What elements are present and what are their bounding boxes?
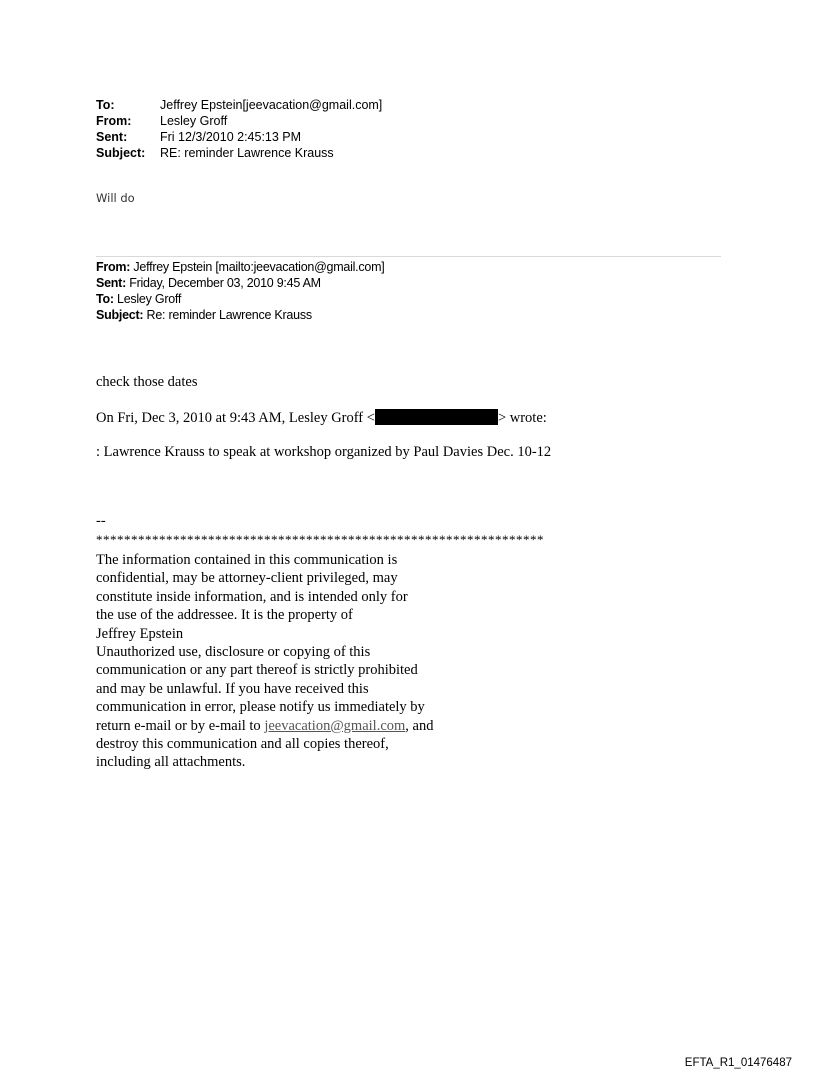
quoted-subject-value: Re: reminder Lawrence Krauss	[143, 308, 312, 322]
return-prefix: return e-mail or by e-mail to	[96, 717, 265, 734]
document-id-footer: EFTA_R1_01476487	[684, 1057, 792, 1069]
disclaimer-line: the use of the addressee. It is the property of	[96, 607, 353, 624]
quoted-to-value: Lesley Groff	[113, 292, 182, 306]
quoted-message-line: : Lawrence Krauss to speak at workshop organized by Paul Davies Dec. 10-12	[96, 444, 552, 460]
body-line-check-dates: check those dates	[96, 374, 198, 390]
quoted-to-row	[96, 291, 384, 307]
quoted-subject-row	[96, 307, 384, 323]
disclaimer-line: including all attachments.	[96, 754, 246, 771]
disclaimer-line: communication or any part thereof is strictly prohibited	[96, 662, 418, 679]
disclaimer-line: destroy this communication and all copies thereof,	[96, 736, 389, 753]
divider-line	[96, 256, 721, 257]
disclaimer-line: constitute inside information, and is intended only for	[96, 588, 408, 605]
reply-text: Will do	[96, 191, 135, 205]
quoted-sent-value: Friday, December 03, 2010 9:45 AM	[126, 276, 321, 290]
attribution-line	[96, 409, 547, 427]
attribution-prefix: On Fri, Dec 3, 2010 at 9:43 AM, Lesley Groff <	[96, 410, 375, 426]
signature-dash: --	[96, 513, 106, 529]
disclaimer-line: The information contained in this communication is	[96, 552, 398, 568]
signature-stars: ****************************************************************	[96, 532, 544, 547]
to-value: Jeffrey Epstein[jeevacation@gmail.com]	[160, 98, 383, 112]
disclaimer-return-line	[96, 717, 433, 735]
disclaimer-line: confidential, may be attorney-client privileged, may	[96, 570, 398, 587]
quoted-from-value: Jeffrey Epstein [mailto:jeevacation@gmail.com]	[130, 260, 385, 274]
quoted-sent-label: Sent:	[96, 276, 126, 290]
header-to-row	[96, 97, 382, 113]
disclaimer-line: communication in error, please notify us immediately by	[96, 699, 425, 716]
quoted-from-row	[96, 259, 384, 275]
quoted-from-label: From:	[96, 260, 131, 274]
from-value: Lesley Groff	[160, 114, 228, 128]
quoted-header	[96, 259, 384, 323]
confidentiality-disclaimer	[96, 551, 433, 772]
email-header	[96, 97, 382, 161]
quoted-subject-label: Subject:	[96, 308, 144, 322]
header-sent-row	[96, 129, 382, 145]
subject-label: Subject:	[96, 146, 146, 160]
email-link[interactable]: jeevacation@gmail.com	[264, 717, 406, 734]
from-label: From:	[96, 114, 132, 128]
quoted-sent-row	[96, 275, 384, 291]
header-subject-row	[96, 145, 382, 161]
redaction-block	[375, 409, 498, 425]
sent-label: Sent:	[96, 130, 128, 144]
sent-value: Fri 12/3/2010 2:45:13 PM	[160, 130, 302, 144]
quoted-to-label: To:	[96, 292, 114, 306]
disclaimer-line: Jeffrey Epstein	[96, 625, 184, 642]
subject-value: RE: reminder Lawrence Krauss	[160, 146, 334, 160]
return-suffix: , and	[405, 717, 434, 734]
disclaimer-line: Unauthorized use, disclosure or copying of this	[96, 644, 371, 661]
attribution-suffix: > wrote:	[497, 410, 547, 426]
to-label: To:	[96, 98, 115, 112]
header-from-row	[96, 113, 382, 129]
disclaimer-line: and may be unlawful. If you have received this	[96, 680, 369, 697]
